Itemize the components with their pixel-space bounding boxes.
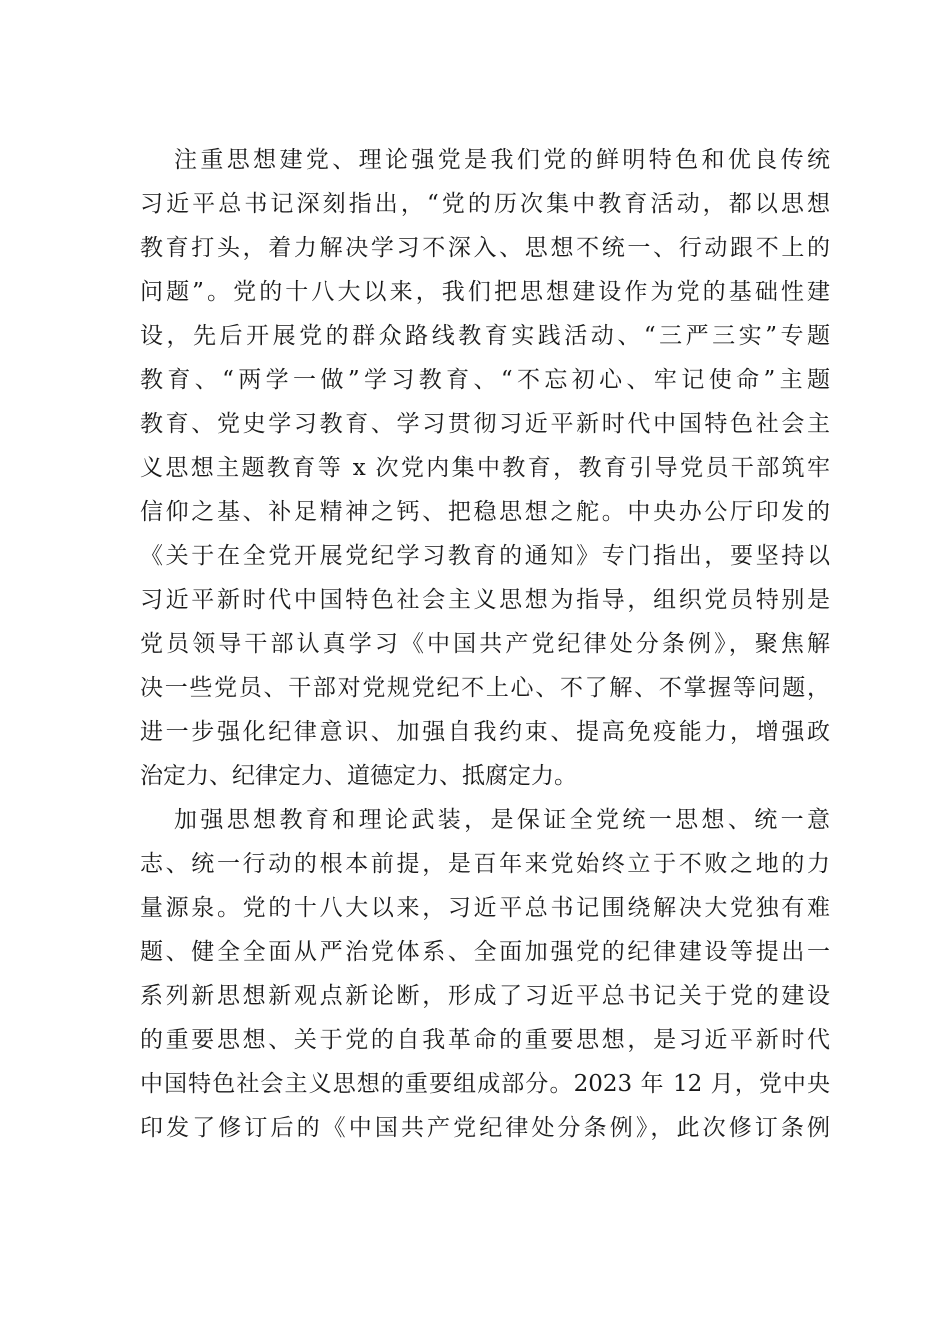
paragraph-1 xyxy=(140,138,830,798)
text-line: 治定力、纪律定力、道德定力、抵腐定力。 xyxy=(140,763,577,789)
text-line: 量源泉。党的十八大以来，习近平总书记围绕解决大党独有难 xyxy=(140,895,830,921)
text-line: 加强思想教育和理论武装，是保证全党统一思想、统一意 xyxy=(174,807,830,833)
text-line: 《关于在全党开展党纪学习教育的通知》专门指出，要坚持以 xyxy=(140,543,830,569)
text-line: 进一步强化纪律意识、加强自我约束、提高免疫能力，增强政 xyxy=(140,719,830,745)
text-line: 系列新思想新观点新论断，形成了习近平总书记关于党的建设 xyxy=(140,983,830,1009)
text-line: 中国特色社会主义思想的重要组成部分。2023 年 12 月，党中央 xyxy=(140,1071,830,1097)
text-line: 义思想主题教育等 x 次党内集中教育，教育引导党员干部筑牢 xyxy=(140,455,830,481)
text-line: 印发了修订后的《中国共产党纪律处分条例》，此次修订条例 xyxy=(140,1115,830,1141)
text-line: 题、健全全面从严治党体系、全面加强党的纪律建设等提出一 xyxy=(140,939,830,965)
text-line: 志、统一行动的根本前提，是百年来党始终立于不败之地的力 xyxy=(140,851,830,877)
text-line: 习近平新时代中国特色社会主义思想为指导，组织党员特别是 xyxy=(140,587,830,613)
text-line: 设，先后开展党的群众路线教育实践活动、“三严三实”专题 xyxy=(140,323,830,349)
text-line: 习近平总书记深刻指出，“党的历次集中教育活动，都以思想 xyxy=(140,191,830,217)
text-line: 教育、党史学习教育、学习贯彻习近平新时代中国特色社会主 xyxy=(140,411,830,437)
text-line: 教育、“两学一做”学习教育、“不忘初心、牢记使命”主题 xyxy=(140,367,830,393)
text-line: 党员领导干部认真学习《中国共产党纪律处分条例》，聚焦解 xyxy=(140,631,830,657)
text-line: 问题”。党的十八大以来，我们把思想建设作为党的基础性建 xyxy=(140,279,830,305)
text-line: 信仰之基、补足精神之钙、把稳思想之舵。中央办公厅印发的 xyxy=(140,499,830,525)
text-line: 注重思想建党、理论强党是我们党的鲜明特色和优良传统 xyxy=(174,147,830,173)
text-line: 教育打头，着力解决学习不深入、思想不统一、行动跟不上的 xyxy=(140,235,830,261)
text-line: 的重要思想、关于党的自我革命的重要思想，是习近平新时代 xyxy=(140,1027,830,1053)
paragraph-2 xyxy=(140,798,830,1150)
text-line: 决一些党员、干部对党规党纪不上心、不了解、不掌握等问题， xyxy=(140,675,830,701)
